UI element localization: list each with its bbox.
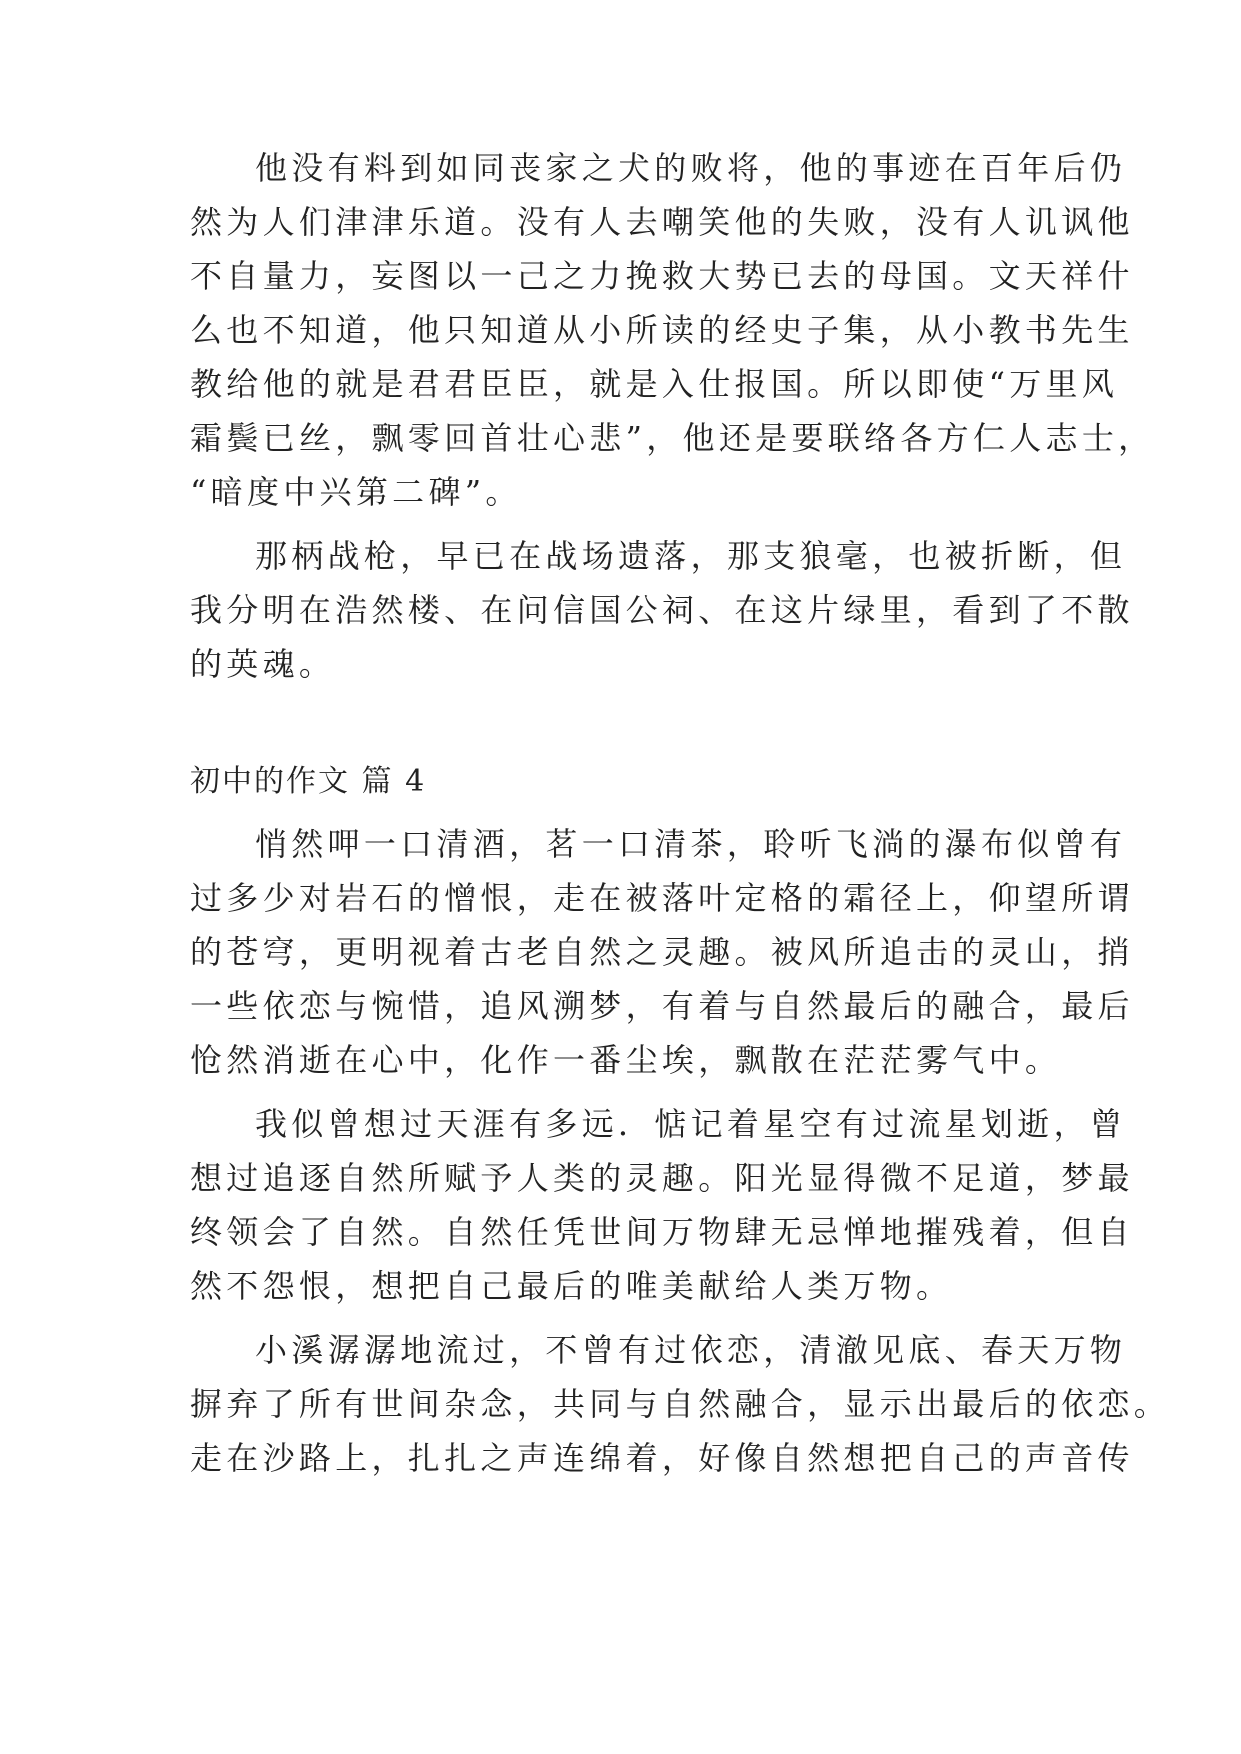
paragraph-line: 终领会了自然。自然任凭世间万物肆无忌惮地摧残着，但自 (190, 1213, 1134, 1251)
paragraph-line: 然为人们津津乐道。没有人去嘲笑他的失败，没有人讥讽他 (190, 203, 1134, 241)
paragraph-line: 我似曾想过天涯有多远．惦记着星空有过流星划逝，曾 (255, 1105, 1127, 1143)
paragraph-line: 怆然消逝在心中，化作一番尘埃，飘散在茫茫雾气中。 (190, 1041, 1062, 1079)
paragraph-line: 走在沙路上，扎扎之声连绵着，好像自然想把自己的声音传 (190, 1439, 1134, 1477)
paragraph-line: 然不怨恨，想把自己最后的唯美献给人类万物。 (190, 1267, 953, 1305)
paragraph-line: 霜鬓已丝，飘零回首壮心悲”，他还是要联络各方仁人志士， (190, 419, 1155, 457)
paragraph-line: 想过追逐自然所赋予人类的灵趣。阳光显得微不足道，梦最 (190, 1159, 1134, 1197)
paragraph-line: 他没有料到如同丧家之犬的败将，他的事迹在百年后仍 (255, 149, 1127, 187)
paragraph-line: 的苍穹，更明视着古老自然之灵趣。被风所追击的灵山，捎 (190, 933, 1134, 971)
paragraph-line: “暗度中兴第二碑”。 (190, 473, 522, 511)
paragraph-line: 的英魂。 (190, 645, 336, 683)
paragraph-line: 过多少对岩石的憎恨，走在被落叶定格的霜径上，仰望所谓 (190, 879, 1134, 917)
paragraph-line: 不自量力，妄图以一己之力挽救大势已去的母国。文天祥什 (190, 257, 1134, 295)
paragraph-line: 么也不知道，他只知道从小所读的经史子集，从小教书先生 (190, 311, 1134, 349)
paragraph-line: 我分明在浩然楼、在问信国公祠、在这片绿里，看到了不散 (190, 591, 1134, 629)
paragraph-line: 摒弃了所有世间杂念，共同与自然融合，显示出最后的依恋。 (190, 1385, 1171, 1423)
paragraph-line: 教给他的就是君君臣臣，就是入仕报国。所以即使“万里风 (190, 365, 1119, 403)
paragraph-line: 一些依恋与惋惜，追风溯梦，有着与自然最后的融合，最后 (190, 987, 1134, 1025)
section-heading: 初中的作文 篇 4 (190, 764, 427, 799)
paragraph-line: 悄然呷一口清酒，茗一口清茶，聆听飞淌的瀑布似曾有 (255, 825, 1127, 863)
paragraph-line: 小溪潺潺地流过，不曾有过依恋，清澈见底、春天万物 (255, 1331, 1127, 1369)
paragraph-line: 那柄战枪，早已在战场遗落，那支狼毫，也被折断，但 (255, 537, 1127, 575)
